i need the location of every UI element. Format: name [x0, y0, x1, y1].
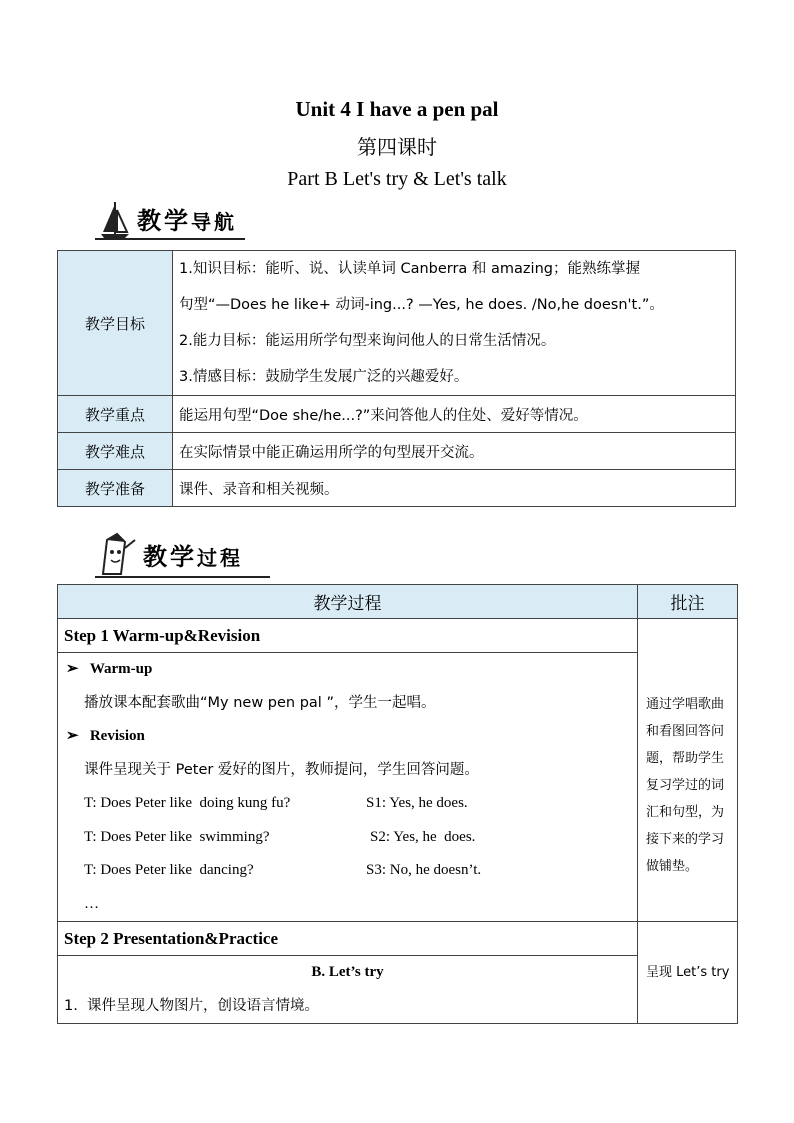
warmup-text: 播放课本配套歌曲“My new pen pal ”，学生一起唱。 — [84, 694, 436, 711]
dialog-line: T: Does Peter like swimming? S2: Yes, he does. — [84, 828, 476, 845]
teaching-navigation-banner — [95, 200, 237, 240]
difficulties-label: 教学难点 — [58, 433, 173, 470]
step2-item1: 1. 课件呈现人物图片，创设语言情境。 — [64, 997, 320, 1014]
step2-title: Step 2 Presentation&Practice — [58, 922, 637, 956]
banner1-text-a: 教学 — [137, 207, 191, 235]
key-points-label: 教学重点 — [58, 396, 173, 433]
dialog-line: T: Does Peter like doing kung fu? S1: Yes, he does. — [84, 795, 468, 811]
banner2-underline — [95, 576, 270, 578]
sailboat-icon — [95, 200, 135, 240]
preparation-content: 课件、录音和相关视频。 — [173, 470, 736, 507]
part-title: Part B Let's try & Let's talk — [287, 168, 507, 190]
difficulties-content: 在实际情景中能正确运用所学的句型展开交流。 — [173, 433, 736, 470]
step1-title: Step 1 Warm-up&Revision — [58, 619, 637, 653]
step2-note: 呈现 Let’s try — [646, 965, 730, 980]
notes-column-header: 批注 — [638, 585, 738, 619]
goal-line: 2.能力目标：能运用所学句型来询问他人的日常生活情况。 — [179, 333, 556, 349]
teaching-process-banner — [95, 530, 243, 578]
revision-text: 课件呈现关于 Peter 爱好的图片，教师提问，学生回答问题。 — [84, 761, 479, 778]
arrow-bullet-icon: ➢ — [66, 728, 79, 744]
teaching-goals-table — [57, 250, 736, 507]
preparation-label: 教学准备 — [58, 470, 173, 507]
step1-note: 通过学唱歌曲和看图回答问题，帮助学生复习学过的词汇和句型，为接下来的学习做铺垫。 — [646, 696, 725, 874]
goal-line: 句型“—Does he like+ 动词-ing...? —Yes, he does. /No,he doesn't.”。 — [179, 297, 664, 313]
banner2-text-a: 教学 — [143, 543, 197, 571]
teaching-process-table — [57, 584, 738, 1024]
banner1-text-b: 导航 — [191, 210, 237, 234]
goals-content — [173, 251, 736, 396]
arrow-bullet-icon: ➢ — [66, 661, 79, 677]
process-column-header: 教学过程 — [58, 585, 638, 619]
dialog-line: T: Does Peter like dancing? S3: No, he doesn’t. — [84, 862, 482, 878]
step1-note-cell — [638, 619, 738, 922]
goals-label: 教学目标 — [58, 251, 173, 396]
ellipsis: … — [84, 895, 99, 912]
goal-line: 3.情感目标：鼓励学生发展广泛的兴趣爱好。 — [179, 369, 469, 385]
step1-cell — [58, 619, 638, 922]
goal-line: 1.知识目标：能听、说、认读单词 Canberra 和 amazing；能熟练掌握 — [179, 261, 640, 277]
key-points-content: 能运用句型“Doe she/he...?”来问答他人的住处、爱好等情况。 — [173, 396, 736, 433]
warmup-title: Warm-up — [89, 661, 153, 677]
pencil-mascot-icon — [95, 530, 139, 578]
lets-try-subtitle: B. Let’s try — [311, 964, 384, 980]
banner2-text-b: 过程 — [197, 546, 243, 570]
step2-cell — [58, 922, 638, 1024]
step2-note-cell — [638, 922, 738, 1024]
revision-title: Revision — [89, 728, 145, 744]
unit-title: Unit 4 I have a pen pal — [295, 97, 499, 121]
lesson-number: 第四课时 — [357, 137, 437, 159]
banner1-underline — [95, 238, 245, 240]
